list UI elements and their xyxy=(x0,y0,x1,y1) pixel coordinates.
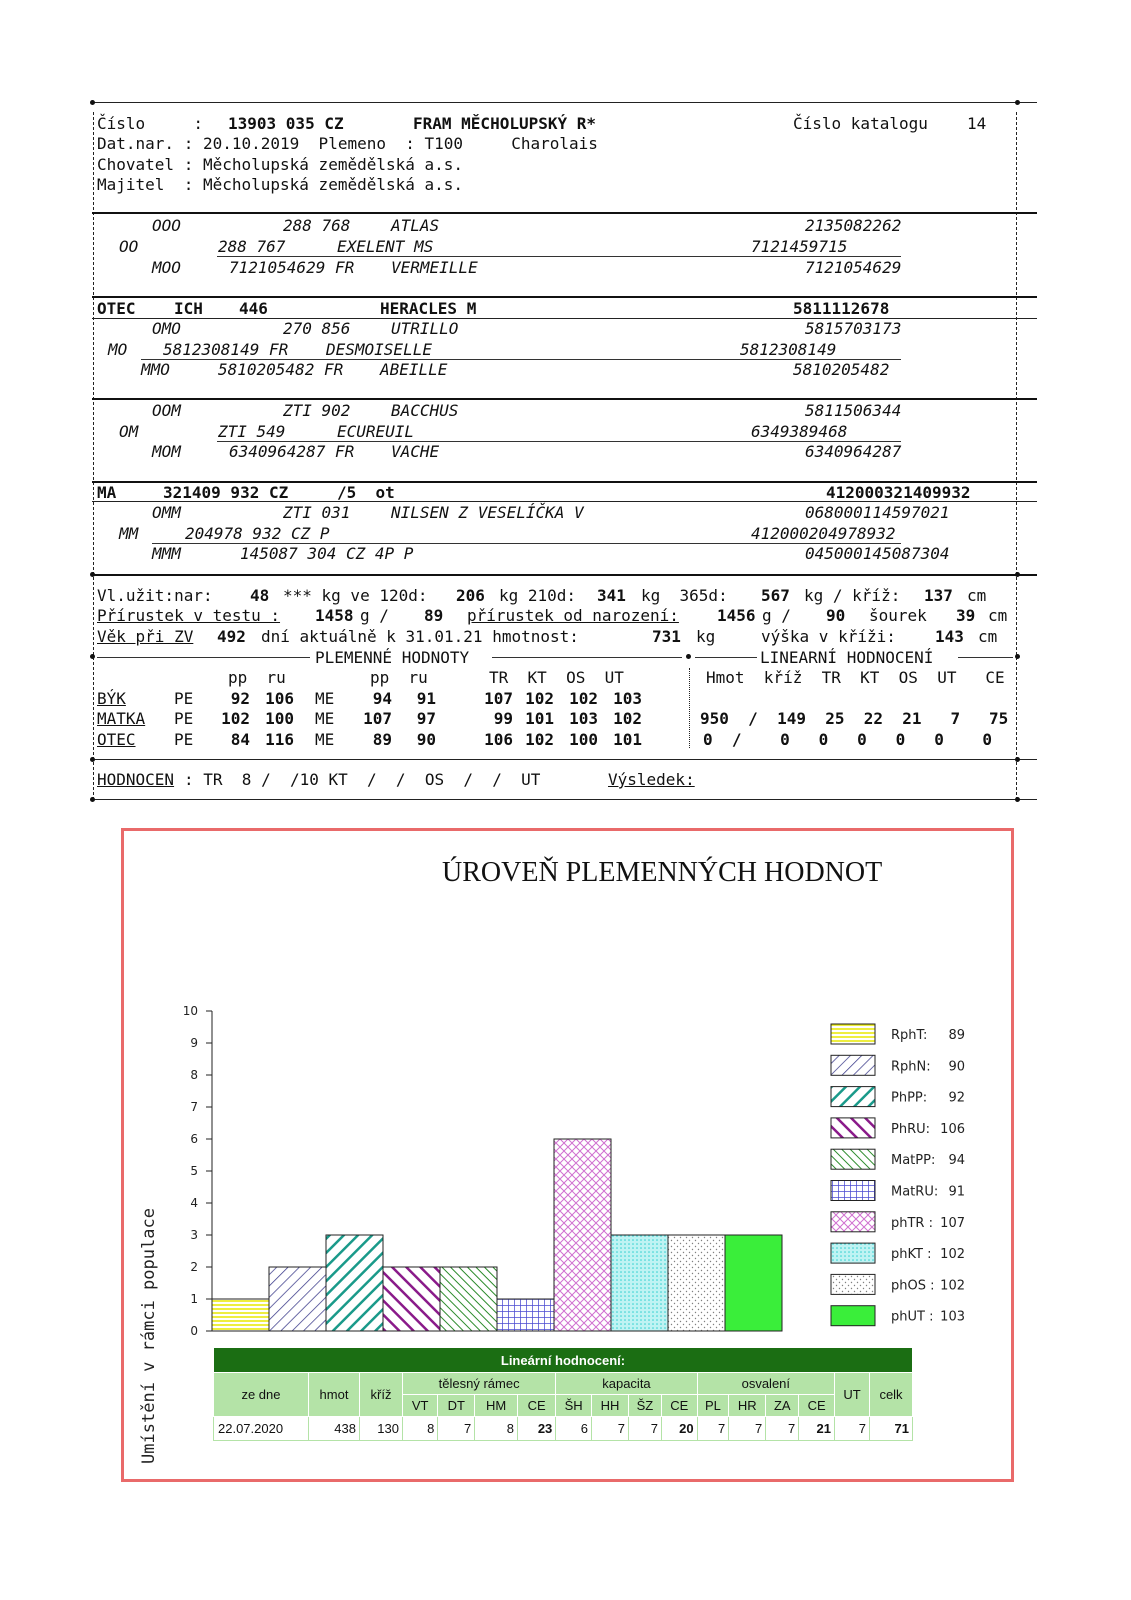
perf-l3-v2: 731 xyxy=(652,627,681,646)
y-tick-label: 6 xyxy=(190,1132,198,1146)
bar-phOS xyxy=(668,1235,725,1331)
frame-top-line xyxy=(92,102,1037,103)
divider xyxy=(492,657,682,658)
moo-num: 7121054629 FR xyxy=(229,258,355,277)
bv-row-ut: 102 xyxy=(613,709,642,728)
ooo-id: 2135082262 xyxy=(805,216,902,235)
legend-label: phKT : xyxy=(891,1247,932,1263)
linear-evaluation-table xyxy=(213,1347,913,1441)
oom-id: 5811506344 xyxy=(805,401,902,420)
mmm-label: MMM xyxy=(152,544,181,563)
mo-num: 5812308149 FR xyxy=(163,340,289,359)
lin-group-osvaleni: osvalení xyxy=(697,1373,834,1395)
bv-row-name: MATKA xyxy=(97,709,146,728)
majitel-line: Majitel : Měcholupská zemědělská a.s. xyxy=(97,175,464,194)
bv-row-pe: PE xyxy=(174,730,194,749)
perf-l2-v2: 89 xyxy=(424,606,444,625)
chovatel-line: Chovatel : Měcholupská zemědělská a.s. xyxy=(97,155,464,174)
lin-val: 6 xyxy=(556,1417,592,1441)
legend-swatch xyxy=(831,1274,875,1294)
mm-num: 204978 932 CZ P xyxy=(185,524,330,543)
ma-num: 321409 932 CZ xyxy=(163,483,289,502)
bv-row-tr: 106 xyxy=(484,730,513,749)
mom-name: VACHE xyxy=(391,442,440,461)
bv-row-kt: 102 xyxy=(525,730,554,749)
otec-num: 446 xyxy=(239,299,268,318)
linear-header: Hmot kříž TR KT OS UT CE xyxy=(706,668,1005,687)
perf-l1-a: Vl.užit:nar: xyxy=(97,586,213,605)
perf-l3-v3: 143 xyxy=(935,627,964,646)
chart-title: ÚROVEŇ PLEMENNÝCH HODNOT xyxy=(442,857,883,888)
bv-row-pe: PE xyxy=(174,709,194,728)
legend-swatch xyxy=(831,1181,875,1201)
mom-id: 6340964287 xyxy=(805,442,902,461)
oom-num: ZTI 902 xyxy=(283,401,351,420)
y-tick-label: 2 xyxy=(190,1260,198,1274)
omm-name: NILSEN Z VESELÍČKA V xyxy=(391,503,584,522)
perf-l2-f: cm xyxy=(988,606,1008,625)
divider xyxy=(92,501,1037,502)
lin-val: 7 xyxy=(591,1417,628,1441)
bv-row-ru: 100 xyxy=(265,709,294,728)
divider xyxy=(97,657,310,658)
om-num: ZTI 549 xyxy=(218,422,286,441)
lin-val: 7 xyxy=(766,1417,799,1441)
omo-label: OMO xyxy=(152,319,181,338)
legend-label: RphN: xyxy=(891,1059,931,1075)
lin-sub: CE xyxy=(517,1395,555,1417)
ooo-label: OOO xyxy=(152,216,181,235)
bv-row-ru2: 90 xyxy=(416,730,436,749)
vysledek-label: Výsledek: xyxy=(608,770,695,789)
y-tick-label: 9 xyxy=(190,1036,198,1050)
bv-row-kt: 102 xyxy=(525,689,554,708)
lin-val-kriz: 130 xyxy=(360,1417,403,1441)
mm-id: 412000204978932 xyxy=(751,524,896,543)
legend-swatch xyxy=(831,1149,875,1169)
bv-row-os: 103 xyxy=(569,709,598,728)
perf-l2-a: Přírustek v testu : xyxy=(97,606,281,625)
lin-sub: ŠZ xyxy=(628,1395,661,1417)
perf-l1-v5: 137 xyxy=(924,586,953,605)
moo-label: MOO xyxy=(152,258,181,277)
divider xyxy=(958,657,1013,658)
perf-l2-e: šourek xyxy=(869,606,927,625)
om-id: 6349389468 xyxy=(751,422,848,441)
legend-value: 91 xyxy=(948,1184,965,1200)
lin-group-kapacita: kapacita xyxy=(556,1373,697,1395)
om-name: ECUREUIL xyxy=(337,422,415,441)
legend-label: RphT: xyxy=(891,1028,928,1043)
lin-sub: VT xyxy=(403,1395,438,1417)
cislo-label: Číslo : xyxy=(97,114,203,133)
bar-PhRU xyxy=(383,1267,440,1331)
mmo-id: 5810205482 xyxy=(793,360,890,379)
oo-label: OO xyxy=(119,237,139,256)
legend-value: 94 xyxy=(948,1153,965,1169)
legend-value: 92 xyxy=(948,1090,965,1106)
perf-l1-c: kg 210d: xyxy=(499,586,577,605)
bar-MatRU xyxy=(497,1299,554,1331)
divider xyxy=(92,759,1037,760)
mo-label: MO xyxy=(108,340,128,359)
perf-l2-v3: 1456 xyxy=(717,606,756,625)
oo-id: 7121459715 xyxy=(751,237,848,256)
bar-MatPP xyxy=(440,1267,497,1331)
linear-row-1: 950 / 149 25 22 21 7 75 xyxy=(700,709,1009,728)
bar-phTR xyxy=(554,1139,611,1331)
bv-row-me: ME xyxy=(315,709,335,728)
ma-label: MA xyxy=(97,483,117,502)
y-tick-label: 1 xyxy=(190,1292,198,1306)
bv-row-ru2: 97 xyxy=(416,709,436,728)
mom-num: 6340964287 FR xyxy=(229,442,355,461)
perf-l1-b: *** kg ve 120d: xyxy=(283,586,428,605)
omm-num: ZTI 031 xyxy=(283,503,351,522)
section-separator xyxy=(689,668,690,748)
katalog-label: Číslo katalogu xyxy=(793,114,928,133)
bar-RphT xyxy=(212,1299,269,1331)
oom-label: OOM xyxy=(152,401,181,420)
hodnocen-label: HODNOCEN xyxy=(97,770,175,789)
lin-col-date: ze dne xyxy=(214,1373,309,1417)
legend-label: PhPP: xyxy=(891,1090,928,1106)
frame-dot xyxy=(1015,654,1020,659)
perf-l2-v1: 1458 xyxy=(315,606,354,625)
datnar-line: Dat.nar. : 20.10.2019 Plemeno : T100 Charolais xyxy=(97,134,598,153)
y-tick-label: 8 xyxy=(190,1068,198,1082)
bv-row-pp: 92 xyxy=(230,689,250,708)
otec-name: HERACLES M xyxy=(380,299,477,318)
bv-row-ut: 101 xyxy=(613,730,642,749)
perf-l1-v4: 567 xyxy=(761,586,790,605)
y-tick-label: 5 xyxy=(190,1164,198,1178)
bv-row-pp2: 94 xyxy=(372,689,392,708)
chart-panel xyxy=(121,828,1014,1482)
frame-dot xyxy=(1015,757,1020,762)
lin-val-date: 22.07.2020 xyxy=(214,1417,309,1441)
y-axis-label: Umístění v rámci populace xyxy=(139,1208,159,1464)
lin-val-celk: 71 xyxy=(870,1417,913,1441)
y-tick-label: 3 xyxy=(190,1228,198,1242)
legend-value: 107 xyxy=(940,1215,965,1231)
lin-val: 7 xyxy=(697,1417,729,1441)
oom-name: BACCHUS xyxy=(391,401,459,420)
divider xyxy=(695,657,757,658)
legend-value: 102 xyxy=(940,1247,965,1263)
lin-val-sum: 21 xyxy=(799,1417,835,1441)
bar-RphN xyxy=(269,1267,326,1331)
bv-row-tr: 99 xyxy=(493,709,513,728)
legend-value: 102 xyxy=(940,1278,965,1294)
y-tick-label: 10 xyxy=(182,1004,198,1018)
legend-value: 103 xyxy=(940,1309,965,1325)
frame-dot xyxy=(686,654,691,659)
moo-name: VERMEILLE xyxy=(391,258,478,277)
lin-group-ramec: tělesný rámec xyxy=(403,1373,556,1395)
lin-val-sum: 23 xyxy=(517,1417,555,1441)
legend-swatch xyxy=(831,1055,875,1075)
frame-dot xyxy=(90,572,95,577)
perf-l1-e: kg / kříž: xyxy=(804,586,901,605)
perf-l2-d: g / xyxy=(762,606,791,625)
legend-swatch xyxy=(831,1212,875,1232)
mo-name: DESMOISELLE xyxy=(326,340,432,359)
bv-row-os: 102 xyxy=(569,689,598,708)
perf-l1-v2: 206 xyxy=(456,586,485,605)
lin-sub: HH xyxy=(591,1395,628,1417)
bv-row-pp2: 89 xyxy=(372,730,392,749)
y-tick-label: 4 xyxy=(190,1196,198,1210)
legend-swatch xyxy=(831,1087,875,1107)
legend-swatch xyxy=(831,1024,875,1044)
moo-id: 7121054629 xyxy=(805,258,902,277)
perf-l3-b: dní aktuálně k 31.01.21 hmotnost: xyxy=(261,627,579,646)
bv-row-name: BÝK xyxy=(97,689,126,708)
perf-l3-v1: 492 xyxy=(217,627,246,646)
bv-row-me: ME xyxy=(315,730,335,749)
legend-value: 106 xyxy=(940,1121,965,1137)
lin-val-ut: 7 xyxy=(835,1417,870,1441)
otec-code: ICH xyxy=(174,299,203,318)
bv-row-ru2: 91 xyxy=(416,689,436,708)
bv-row-ru: 116 xyxy=(265,730,294,749)
divider xyxy=(92,212,1037,214)
lin-col-hmot: hmot xyxy=(309,1373,360,1417)
bv-row-tr: 107 xyxy=(484,689,513,708)
hodnocen-text: : TR 8 / /10 KT / / OS / / UT xyxy=(184,770,541,789)
lin-sub: CE xyxy=(661,1395,697,1417)
oo-name: EXELENT MS xyxy=(337,237,434,256)
mmo-label: MMO xyxy=(141,360,170,379)
oo-num: 288 767 xyxy=(218,237,286,256)
lin-sub: HR xyxy=(729,1395,766,1417)
linear-row-2: 0 / 0 0 0 0 0 0 xyxy=(703,730,992,749)
legend-label: phOS : xyxy=(891,1278,935,1294)
bv-row-name: OTEC xyxy=(97,730,136,749)
bv-row-pp: 102 xyxy=(221,709,250,728)
ma-extra: /5 ot xyxy=(337,483,395,502)
bv-row-ut: 103 xyxy=(613,689,642,708)
lin-val: 8 xyxy=(475,1417,518,1441)
bv-row-kt: 101 xyxy=(525,709,554,728)
omm-label: OMM xyxy=(152,503,181,522)
ooo-num: 288 768 xyxy=(283,216,351,235)
bv-row-ru: 106 xyxy=(265,689,294,708)
legend-label: MatRU: xyxy=(891,1184,939,1200)
frame-dot xyxy=(90,654,95,659)
lin-sub: ŠH xyxy=(556,1395,592,1417)
lin-val: 7 xyxy=(729,1417,766,1441)
ooo-name: ATLAS xyxy=(391,216,440,235)
perf-l2-c: přírustek od narození: xyxy=(467,606,679,625)
mom-label: MOM xyxy=(152,442,181,461)
lin-col-ut: UT xyxy=(835,1373,870,1417)
lin-sub: ZA xyxy=(766,1395,799,1417)
bv-row-pp2: 107 xyxy=(363,709,392,728)
lin-sub: DT xyxy=(438,1395,475,1417)
frame-bottom-line xyxy=(92,799,1037,800)
animal-name: FRAM MĚCHOLUPSKÝ R* xyxy=(413,114,597,133)
divider xyxy=(92,574,1037,576)
omo-id: 5815703173 xyxy=(805,319,902,338)
bv-row-pp: 84 xyxy=(230,730,250,749)
lin-val: 8 xyxy=(403,1417,438,1441)
otec-id: 5811112678 xyxy=(793,299,890,318)
cislo-value: 13903 035 CZ xyxy=(228,114,344,133)
perf-l2-v4: 90 xyxy=(826,606,846,625)
perf-l3-c: kg xyxy=(696,627,716,646)
lin-col-kriz: kříž xyxy=(360,1373,403,1417)
perf-l3-a: Věk při ZV xyxy=(97,627,194,646)
omm-id: 068000114597021 xyxy=(805,503,950,522)
bv-row-pe: PE xyxy=(174,689,194,708)
underline xyxy=(217,256,901,257)
legend-swatch xyxy=(831,1306,875,1326)
lin-val-sum: 20 xyxy=(661,1417,697,1441)
om-label: OM xyxy=(119,422,139,441)
bv-row-me: ME xyxy=(315,689,335,708)
mmo-num: 5810205482 FR xyxy=(218,360,344,379)
frame-dot xyxy=(1015,797,1020,802)
divider xyxy=(92,398,1037,400)
frame-right-line xyxy=(1016,112,1017,800)
bar-PhPP xyxy=(326,1235,383,1331)
frame-dot xyxy=(90,797,95,802)
katalog-value: 14 xyxy=(967,114,987,133)
ma-id: 412000321409932 xyxy=(826,483,971,502)
mmm-id: 045000145087304 xyxy=(805,544,950,563)
frame-dot xyxy=(90,100,95,105)
perf-l1-v1: 48 xyxy=(250,586,270,605)
legend-label: MatPP: xyxy=(891,1153,936,1169)
mm-label: MM xyxy=(119,524,139,543)
breeding-title: PLEMENNÉ HODNOTY xyxy=(315,648,470,667)
lin-val: 7 xyxy=(438,1417,475,1441)
lin-val: 7 xyxy=(628,1417,661,1441)
y-tick-label: 7 xyxy=(190,1100,198,1114)
frame-left-line xyxy=(93,112,94,800)
legend-swatch xyxy=(831,1243,875,1263)
lin-val-hmot: 438 xyxy=(309,1417,360,1441)
bar-phKT xyxy=(611,1235,668,1331)
perf-l3-d: výška v kříži: xyxy=(761,627,896,646)
lin-col-celk: celk xyxy=(870,1373,913,1417)
legend-swatch xyxy=(831,1118,875,1138)
mo-id: 5812308149 xyxy=(740,340,837,359)
bv-cols-trait: TR KT OS UT xyxy=(489,668,624,687)
perf-l3-e: cm xyxy=(978,627,998,646)
bv-row-os: 100 xyxy=(569,730,598,749)
legend-label: PhRU: xyxy=(891,1121,931,1137)
legend-label: phUT : xyxy=(891,1309,934,1325)
perf-l2-v5: 39 xyxy=(956,606,976,625)
perf-l1-v3: 341 xyxy=(597,586,626,605)
legend-label: phTR : xyxy=(891,1215,933,1231)
legend-value: 90 xyxy=(948,1059,965,1075)
omo-name: UTRILLO xyxy=(391,319,459,338)
linear-title: LINEARNÍ HODNOCENÍ xyxy=(760,648,934,667)
divider xyxy=(92,296,1037,298)
legend-value: 89 xyxy=(948,1028,965,1043)
lin-sub: PL xyxy=(697,1395,729,1417)
bv-cols-me: pp ru xyxy=(370,668,428,687)
lin-table-title: Lineární hodnocení: xyxy=(214,1348,913,1373)
perf-l1-f: cm xyxy=(967,586,987,605)
lin-sub: HM xyxy=(475,1395,518,1417)
frame-dot xyxy=(1015,100,1020,105)
y-tick-label: 0 xyxy=(190,1324,198,1338)
lin-sub: CE xyxy=(799,1395,835,1417)
perf-l2-b: g / xyxy=(360,606,389,625)
frame-dot xyxy=(1015,572,1020,577)
bv-cols-pe: pp ru xyxy=(228,668,286,687)
bar-phUT xyxy=(725,1235,782,1331)
frame-dot xyxy=(90,757,95,762)
mmm-num: 145087 304 CZ 4P P xyxy=(240,544,414,563)
omo-num: 270 856 xyxy=(283,319,351,338)
mmo-name: ABEILLE xyxy=(380,360,448,379)
perf-l1-d: kg 365d: xyxy=(641,586,728,605)
otec-label: OTEC xyxy=(97,299,136,318)
